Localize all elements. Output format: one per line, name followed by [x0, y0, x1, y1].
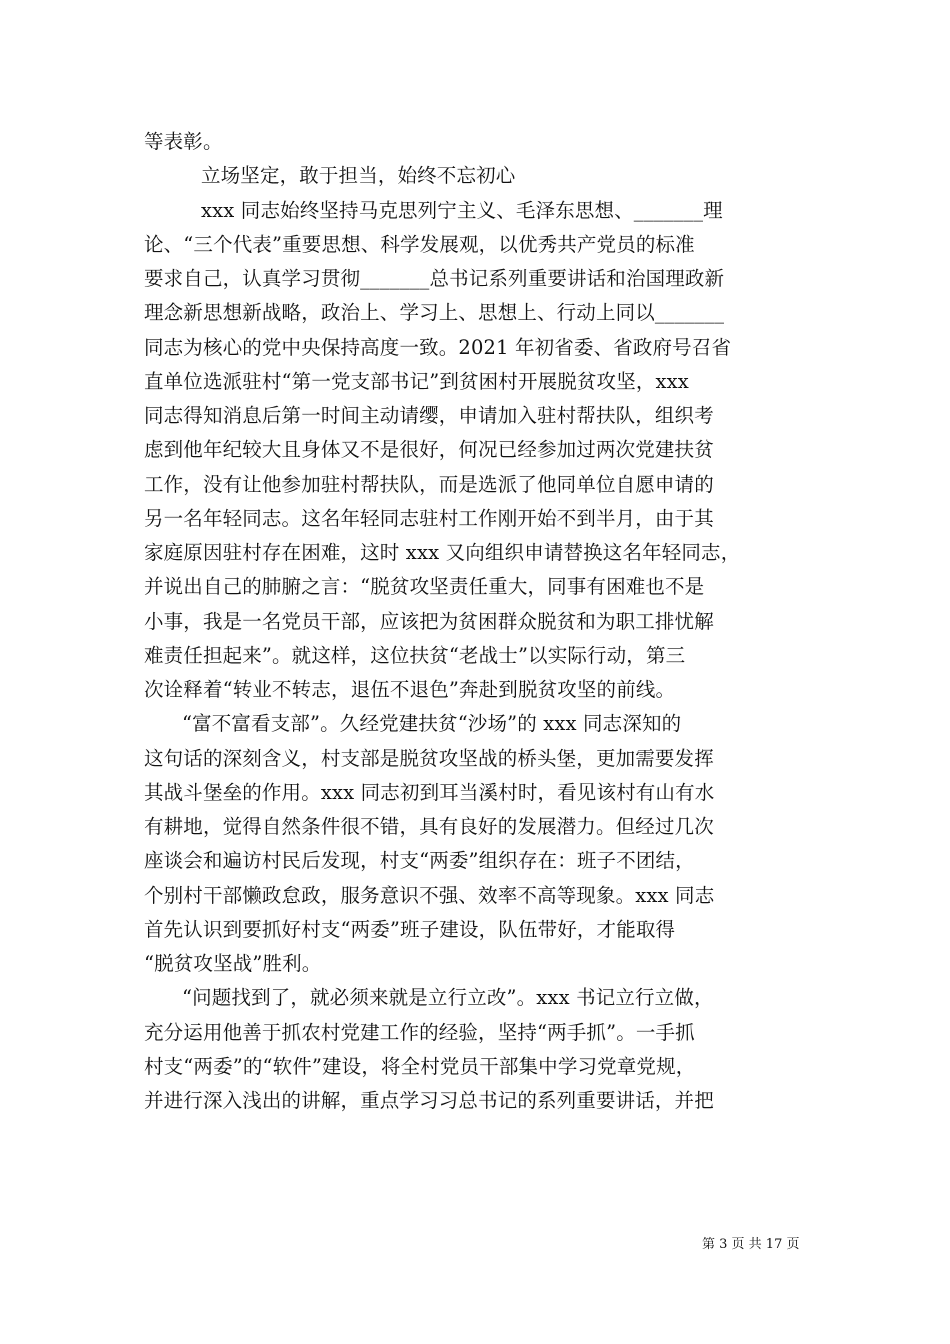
text-line: 首先认识到要抓好村支“两委”班子建设，队伍带好，才能取得 — [144, 918, 676, 941]
text-line: “问题找到了，就必须来就是立行立改”。xxx 书记立行立做， — [182, 986, 714, 1009]
text-line: 充分运用他善于抓农村党建工作的经验，坚持“两手抓”。一手抓 — [144, 1021, 695, 1044]
text-line: 同志为核心的党中央保持高度一致。2021 年初省委、省政府号召省 — [144, 336, 732, 359]
text-line: 另一名年轻同志。这名年轻同志驻村工作刚开始不到半月，由于其 — [144, 507, 714, 530]
text-line: 工作，没有让他参加驻村帮扶队，而是选派了他同单位自愿申请的 — [144, 473, 714, 496]
text-line: 同志得知消息后第一时间主动请缨，申请加入驻村帮扶队，组织考 — [144, 404, 714, 427]
text-line: 等表彰。 — [144, 130, 223, 153]
text-line: 座谈会和遍访村民后发现，村支“两委”组织存在：班子不团结， — [144, 849, 695, 872]
section-heading: 立场坚定，敢于担当，始终不忘初心 — [201, 164, 516, 187]
text-line: 并说出自己的肺腑之言：“脱贫攻坚责任重大，同事有困难也不是 — [144, 575, 705, 598]
text-line: 家庭原因驻村存在困难，这时 xxx 又向组织申请替换这名年轻同志， — [144, 541, 741, 564]
text-line: 要求自己，认真学习贯彻_______总书记系列重要讲话和治国理政新 — [144, 267, 725, 290]
text-line: 个别村干部懒政怠政，服务意识不强、效率不高等现象。xxx 同志 — [144, 884, 715, 907]
text-line: “富不富看支部”。久经党建扶贫“沙场”的 xxx 同志深知的 — [182, 712, 682, 735]
text-line: 论、“三个代表”重要思想、科学发展观，以优秀共产党员的标准 — [144, 233, 695, 256]
text-line: 理念新思想新战略，政治上、学习上、思想上、行动上同以_______ — [144, 301, 725, 324]
text-line: 小事，我是一名党员干部，应该把为贫困群众脱贫和为职工排忧解 — [144, 610, 714, 633]
text-line: 其战斗堡垒的作用。xxx 同志初到耳当溪村时，看见该村有山有水 — [144, 781, 715, 804]
text-line: 并进行深入浅出的讲解，重点学习习总书记的系列重要讲话，并把 — [144, 1089, 714, 1112]
text-line: 难责任担起来”。就这样，这位扶贫“老战士”以实际行动，第三 — [144, 644, 686, 667]
text-line: 这句话的深刻含义，村支部是脱贫攻坚战的桥头堡，更加需要发挥 — [144, 747, 714, 770]
page-number-footer: 第 3 页 共 17 页 — [702, 1237, 800, 1252]
text-line: xxx 同志始终坚持马克思列宁主义、毛泽东思想、_______理 — [201, 199, 723, 222]
text-line: 虑到他年纪较大且身体又不是很好，何况已经参加过两次党建扶贫 — [144, 438, 714, 461]
text-line: 有耕地，觉得自然条件很不错，具有良好的发展潜力。但经过几次 — [144, 815, 714, 838]
text-line: 直单位选派驻村“第一党支部书记”到贫困村开展脱贫攻坚，xxx — [144, 370, 689, 393]
text-line: 次诠释着“转业不转志，退伍不退色”奔赴到脱贫攻坚的前线。 — [144, 678, 676, 701]
text-line: “脱贫攻坚战”胜利。 — [144, 952, 322, 975]
text-line: 村支“两委”的“软件”建设，将全村党员干部集中学习党章党规， — [144, 1055, 696, 1078]
